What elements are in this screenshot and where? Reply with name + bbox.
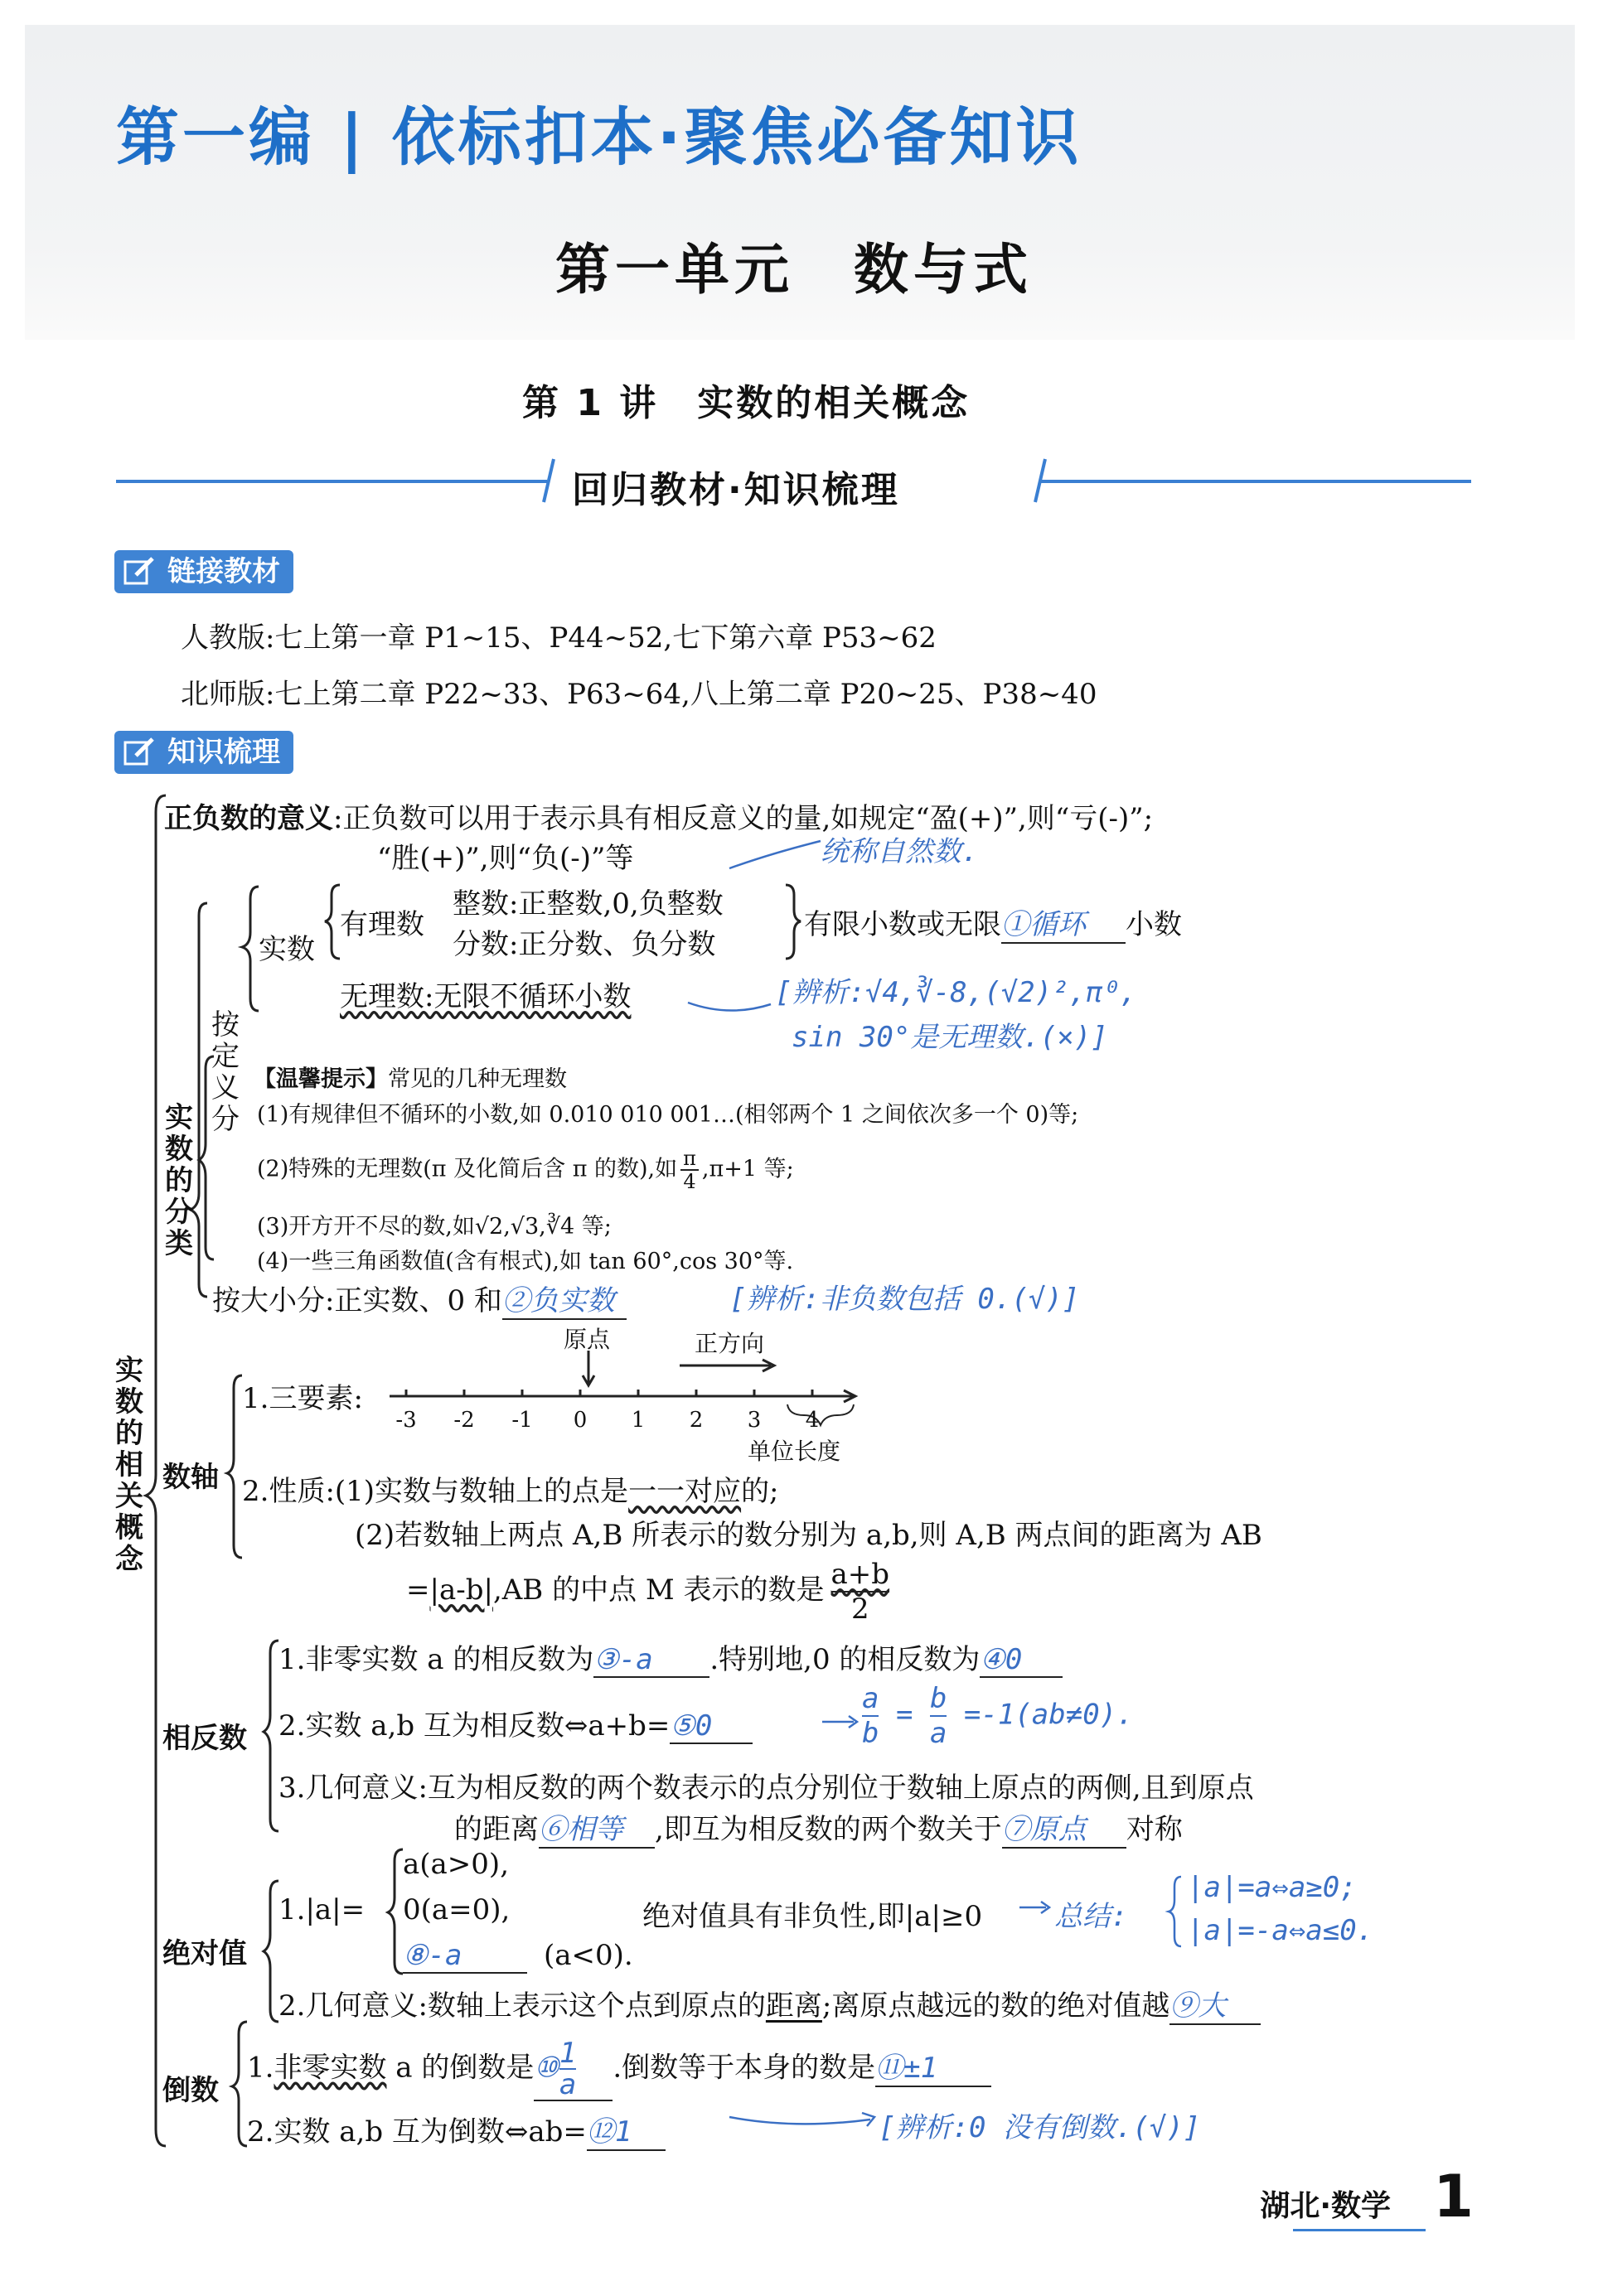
blank-5: ⑤0 [670,1709,753,1744]
opposite-2-a: 2.实数 a,b 互为相反数⇔a+b= [278,1709,671,1743]
abs-label: 绝对值 [162,1937,247,1970]
axis-midpoint-den: 2 [850,1593,869,1626]
reciprocal-1-a: 1. [247,2051,274,2085]
blank-9: ⑨大 [1169,1983,1261,2025]
by-size-line [212,1278,627,1320]
opposite-2 [278,1703,753,1744]
meaning-text: :正负数可以用于表示具有相反意义的量,如规定“盈(+)”,则“亏(-)”; [333,802,1154,835]
lesson-title: 第 1 讲 实数的相关概念 [522,382,971,424]
section-rule-left [116,480,547,483]
abs-2-c: ;离原点越远的数的绝对值越 [821,1989,1170,2023]
tip-2-a: (2)特殊的无理数(π 及化简后含 π 的数),如 [257,1156,678,1182]
decimal-line [804,901,1182,944]
abs-2 [278,1983,1261,2025]
textbook-line-pep: 人教版:七上第一章 P1~15、P44~52,七下第六章 P53~62 [181,621,937,655]
irrational-note-2: sin 30°是无理数.(×)] [792,1021,1108,1054]
number-line [381,1342,879,1475]
axis-label: 数轴 [162,1461,219,1494]
axis-tick-label: -1 [511,1408,533,1433]
opposite-note-frac-1 [862,1682,879,1750]
blank-10 [534,2038,613,2101]
irrational-note-1: [辨析:√4,∛-8,(√2)²,π⁰, [775,976,1137,1009]
blank-10-den: a [559,2068,577,2101]
blank-2: ②负实数 [502,1278,627,1320]
opposite-note-num-2: b [929,1682,947,1715]
axis-prop-2-b: ,AB 的中点 M 表示的数是 [492,1573,825,1607]
rational-label: 有理数 [340,908,424,941]
blank-10-num: 1 [559,2037,577,2070]
opposite-label: 相反数 [162,1722,247,1755]
reciprocal-label: 倒数 [162,2074,219,2107]
opposite-note-tail: =-1(ab≠0). [963,1698,1134,1732]
axis-tick-label: -3 [395,1408,417,1433]
reciprocal-2-text: 2.实数 a,b 互为倒数⇔ab= [247,2115,587,2149]
blank-6: ⑥相等 [539,1806,655,1849]
axis-elements: 1.三要素: [242,1382,363,1415]
opposite-1-a: 1.非零实数 a 的相反数为 [278,1643,594,1676]
unit-title: 第一单元 数与式 [555,237,1033,302]
footer-subject: 湖北·数学 [1260,2189,1391,2223]
blank-1: ①循环 [1001,901,1126,944]
meaning-label: 正负数的意义 [164,802,333,835]
abs-2-b: 距离 [765,1989,822,2023]
opposite-note-den-2: a [929,1717,947,1750]
tip-heading [254,1061,567,1093]
fraction-line: 分数:正分数、负分数 [453,928,716,961]
decimal-text: 小数 [1126,908,1182,941]
textbook-tag [114,550,293,593]
blank-10-fraction [559,2038,576,2100]
axis-tick-label: -2 [453,1408,475,1433]
opposite-3-c: 对称 [1126,1813,1183,1846]
meaning-note: 统称自然数. [821,835,979,868]
abs-case-3 [403,1939,633,1974]
axis-prop-1-c: 的; [741,1475,779,1508]
axis-prop-1-a: 2.性质:(1)实数与数轴上的点是 [242,1475,629,1508]
axis-unit-label: 单位长度 [748,1438,841,1465]
axis-tick-label: 2 [689,1408,704,1433]
tip-title: 【温馨提示】 [254,1066,388,1092]
section-slash-right [1032,456,1048,505]
axis-prop-1 [242,1468,779,1509]
section-slash-left [540,456,557,505]
tip-2-den: 4 [683,1170,696,1193]
axis-midpoint-fraction [831,1558,890,1626]
axis-midpoint-num: a+b [830,1558,890,1591]
footer-rule [1293,2229,1426,2231]
abs-case-2: 0(a=0), [403,1893,511,1926]
axis-prop-2-abs: |a-b| [429,1573,493,1607]
blank-11: ⑪±1 [875,2045,991,2087]
textbook-line-bsd: 北师版:七上第二章 P22~33、P63~64,八上第二章 P20~25、P38~40 [181,678,1097,711]
opposite-3-line-2 [454,1806,1183,1849]
by-size-text: 按大小分:正实数、0 和 [212,1284,502,1317]
by-definition-label: 按定义分 [211,1008,240,1136]
tip-2 [257,1148,794,1192]
root-label: 实数的相关概念 [115,1354,143,1576]
tip-head: 常见的几种无理数 [388,1066,567,1092]
axis-prop-1-b: 一一对应 [628,1475,742,1508]
axis-tick-label: 1 [631,1408,646,1433]
abs-2-a: 2.几何意义:数轴上表示这个点到原点的 [278,1989,766,2023]
tip-3: (3)开方开不尽的数,如√2,√3,∛4 等; [257,1214,612,1240]
blank-10-mark: ⑩ [534,2051,559,2085]
opposite-note-den-1: b [862,1717,879,1750]
abs-summary-2: |a|=-a⇔a≤0. [1187,1914,1374,1947]
meaning-line-2: “胜(+)”,则“负(-)”等 [377,842,634,875]
reciprocal-note: [辨析:0 没有倒数.(√)] [879,2111,1201,2144]
blank-8: ⑧-a [403,1939,527,1974]
reciprocal-1-d: .倒数等于本身的数是 [613,2051,876,2085]
abs-case-3-cond: (a<0). [544,1939,633,1972]
tip-2-fraction [680,1148,699,1192]
opposite-3-line-1: 3.几何意义:互为相反数的两个数表示的点分别位于数轴上原点的两侧,且到原点 [278,1772,1254,1805]
reciprocal-1 [247,2038,991,2101]
section-title: 回归教材·知识梳理 [572,469,900,511]
abs-1-head: 1.|a|= [278,1893,366,1926]
abs-nonnegative: 绝对值具有非负性,即|a|≥0 [642,1900,983,1933]
reciprocal-2 [247,2109,666,2151]
by-size-note: [辨析:非负数包括 0.(√)] [729,1283,1080,1316]
axis-direction-label: 正方向 [695,1330,765,1357]
opposite-3-a: 的距离 [454,1813,539,1846]
outline-tag-label: 知识梳理 [167,736,280,769]
page-number: 1 [1433,2163,1474,2231]
textbook-tag-label: 链接教材 [167,555,280,588]
opposite-note [862,1682,1134,1750]
finite-text: 有限小数或无限 [804,908,1001,941]
opposite-note-frac-2 [930,1682,947,1750]
classify-label: 实数的分类 [165,1101,193,1260]
tip-2-b: ,π+1 等; [701,1156,794,1182]
axis-prop-2-line-1: (2)若数轴上两点 A,B 所表示的数分别为 a,b,则 A,B 两点间的距离为 AB [355,1519,1262,1552]
tip-4: (4)一些三角函数值(含有根式),如 tan 60°,cos 30°等. [257,1249,794,1274]
opposite-note-num-1: a [862,1682,879,1715]
pencil-icon [123,737,156,767]
integer-line: 整数:正整数,0,负整数 [453,887,724,921]
axis-prop-2-line-2 [406,1558,889,1626]
axis-tick-label: 0 [573,1408,588,1433]
tip-2-num: π [680,1148,699,1171]
reciprocal-1-c: a 的倒数是 [386,2051,535,2085]
blank-4: ④0 [980,1643,1063,1678]
opposite-3-b: ,即互为相反数的两个数关于 [655,1813,1002,1846]
opposite-note-eq: = [895,1698,913,1732]
axis-origin-label: 原点 [564,1326,611,1353]
axis-prop-2-a: = [406,1573,430,1607]
opposite-1-b: .特别地,0 的相反数为 [709,1643,981,1676]
blank-12: ⑫1 [587,2109,666,2151]
axis-tick-label: 4 [805,1408,820,1433]
irrational-line: 无理数:无限不循环小数 [340,980,632,1013]
abs-summary-label: 总结: [1054,1900,1128,1933]
abs-summary-1: |a|=a⇔a≥0; [1187,1871,1357,1904]
section-rule-right [1040,480,1471,483]
blank-7: ⑦原点 [1002,1806,1126,1849]
reciprocal-1-b: 非零实数 [274,2051,387,2085]
blank-3: ③-a [593,1643,709,1678]
tip-1: (1)有规律但不循环的小数,如 0.010 010 001…(相邻两个 1 之间依次多一个 0)等; [257,1102,1079,1128]
outline-tag [114,731,293,774]
axis-tick-label: 3 [747,1408,762,1433]
abs-case-1: a(a>0), [403,1848,509,1881]
pencil-icon [123,557,156,587]
meaning-line-1 [164,795,1153,836]
part-title: 第一编 | 依标扣本·聚焦必备知识 [116,100,1082,174]
opposite-1 [278,1636,1063,1678]
real-label: 实数 [259,933,315,966]
